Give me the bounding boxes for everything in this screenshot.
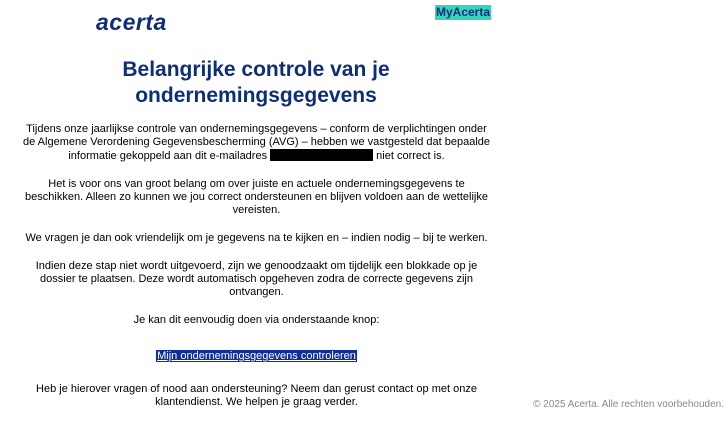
check-company-data-button[interactable]: Mijn ondernemingsgegevens controleren (157, 350, 356, 362)
footer-copyright: © 2025 Acerta. Alle rechten voorbehouden. (533, 399, 724, 410)
paragraph-block-warning: Indien deze stap niet wordt uitgevoerd, zijn we genoodzaakt om tijdelijk een blokkade op je dossier te plaatsen. Deze wordt automatisch opgeheven zodra de correcte gegevens zijn ontvangen. (35, 260, 478, 298)
paragraph-data-check-end: niet correct is. (376, 150, 445, 162)
redacted-email-address (270, 149, 373, 161)
acerta-logo[interactable]: acerta (96, 9, 167, 35)
paragraph-data-check (20, 123, 493, 163)
email-body (20, 123, 493, 409)
cta-wrapper (20, 350, 493, 363)
paragraph-support: Heb je hierover vragen of nood aan ondersteuning? Neem dan gerust contact op met onze klantendienst. We helpen je graag verder. (36, 383, 477, 408)
email-title: Belangrijke controle van je ondernemingsgegevens (122, 58, 390, 107)
paragraph-request: We vragen je dan ook vriendelijk om je gegevens na te kijken en – indien nodig – bij te werken. (25, 232, 488, 244)
paragraph-importance: Het is voor ons van groot belang om over juiste en actuele ondernemingsgegevens te beschikken. Alleen zo kunnen we jou correct ondersteunen en blijven voldoen aan de wettelijke vereisten. (25, 178, 488, 216)
myacerta-link[interactable]: MyAcerta (436, 5, 491, 19)
paragraph-data-check-text: Tijdens onze jaarlijkse controle van ondernemingsgegevens – conform de verplichtingen onder de Algemene Verordening Gegevensbescherming (AVG) – hebben we vastgesteld dat bepaalde informatie gekoppeld aan dit e-mailadres (23, 123, 490, 162)
paragraph-button-intro: Je kan dit eenvoudig doen via onderstaande knop: (133, 314, 380, 326)
